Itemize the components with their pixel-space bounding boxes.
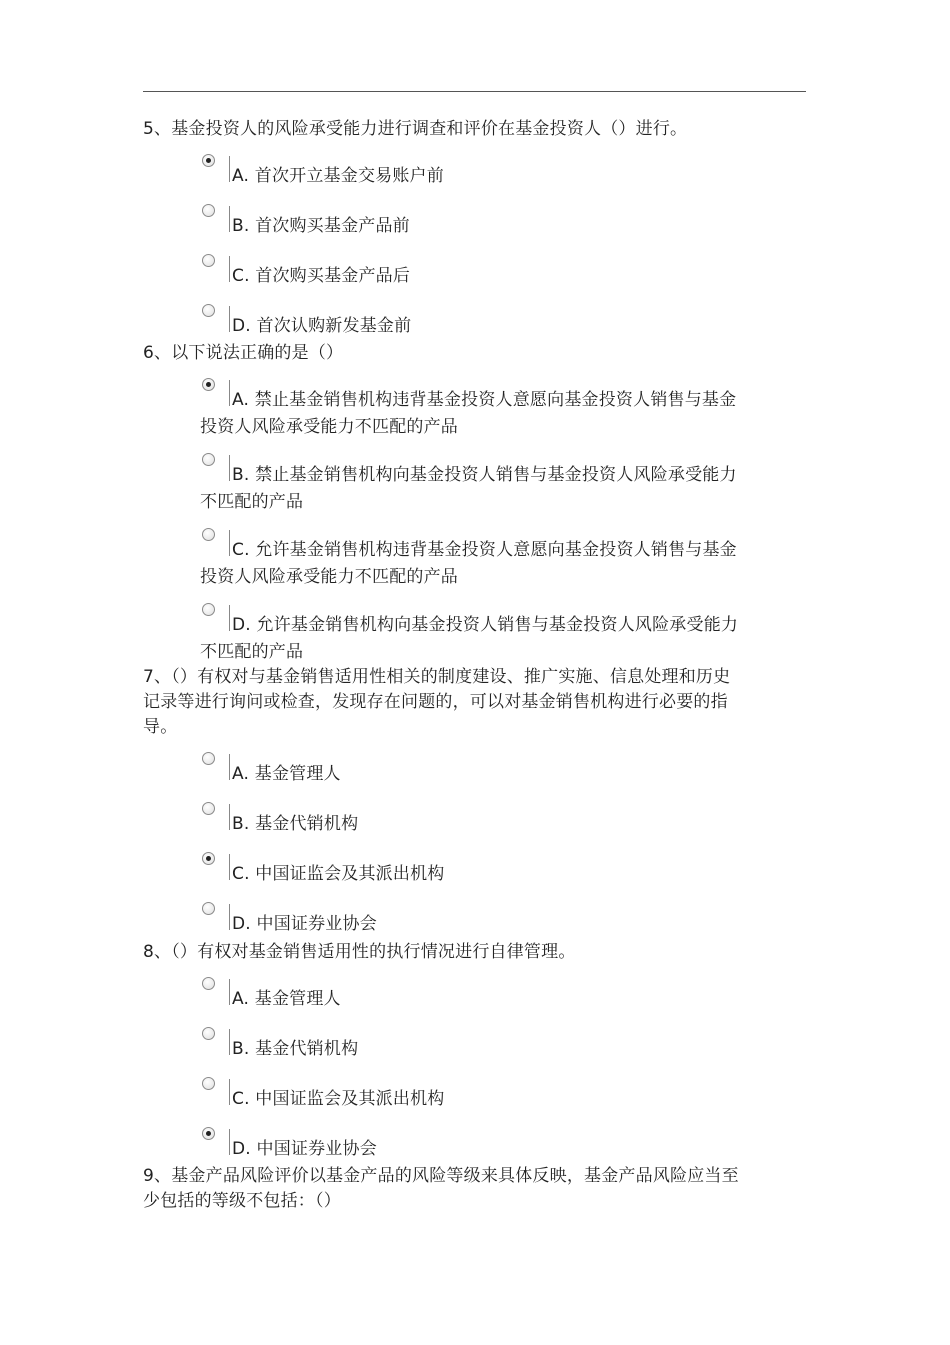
option-label: A. 基金管理人 [232, 989, 341, 1009]
radio-button[interactable] [202, 1077, 215, 1090]
question-text-line: 少包括的等级不包括：（） [143, 1191, 341, 1211]
option-divider [229, 306, 230, 332]
radio-button[interactable] [202, 204, 215, 217]
question-text-line: 记录等进行询问或检查，发现存在问题的，可以对基金销售机构进行必要的指 [143, 692, 728, 712]
radio-button[interactable] [202, 802, 215, 815]
question-text: 以下说法正确的是（） [171, 343, 344, 363]
radio-button[interactable] [202, 304, 215, 317]
question-number: 8、 [143, 942, 172, 962]
option-divider [229, 754, 230, 780]
option-label: C. 允许基金销售机构违背基金投资人意愿向基金投资人销售与基金 [232, 540, 737, 560]
option-divider [229, 904, 230, 930]
question-number: 7、 [143, 667, 172, 687]
option-divider [229, 1079, 230, 1105]
option-label: B. 禁止基金销售机构向基金投资人销售与基金投资人风险承受能力 [232, 465, 737, 485]
option-divider [229, 1029, 230, 1055]
question-8 [143, 940, 768, 965]
option-label: B. 基金代销机构 [232, 814, 359, 834]
option-label: C. 中国证监会及其派出机构 [232, 1089, 445, 1109]
radio-button-selected[interactable] [202, 852, 215, 865]
option-label: A. 基金管理人 [232, 764, 341, 784]
question-6 [143, 341, 768, 366]
option-divider [229, 804, 230, 830]
top-divider [143, 91, 806, 92]
radio-button[interactable] [202, 752, 215, 765]
question-7 [143, 665, 768, 740]
option-label: A. 禁止基金销售机构违背基金投资人意愿向基金投资人销售与基金 [232, 390, 737, 410]
question-text: （）有权对基金销售适用性的执行情况进行自律管理。 [171, 942, 576, 962]
option-label: D. 中国证券业协会 [232, 914, 377, 934]
question-number: 9、 [143, 1166, 172, 1186]
radio-button[interactable] [202, 603, 215, 616]
radio-button-selected[interactable] [202, 154, 215, 167]
option-divider [229, 380, 230, 406]
option-divider [229, 854, 230, 880]
option-divider [229, 455, 230, 481]
option-label: C. 中国证监会及其派出机构 [232, 864, 445, 884]
option-divider [229, 605, 230, 631]
radio-button[interactable] [202, 453, 215, 466]
question-5 [143, 117, 768, 142]
option-label: B. 首次购买基金产品前 [232, 216, 410, 236]
radio-button-selected[interactable] [202, 378, 215, 391]
option-label: D. 中国证券业协会 [232, 1139, 377, 1159]
option-divider [229, 156, 230, 182]
radio-button[interactable] [202, 528, 215, 541]
radio-button[interactable] [202, 977, 215, 990]
question-text-line: 导。 [143, 717, 178, 737]
option-label: B. 基金代销机构 [232, 1039, 359, 1059]
option-label: A. 首次开立基金交易账户前 [232, 166, 444, 186]
radio-button-selected[interactable] [202, 1127, 215, 1140]
question-text-line: （）有权对与基金销售适用性相关的制度建设、推广实施、信息处理和历史 [171, 667, 731, 687]
option-label: D. 首次认购新发基金前 [232, 316, 412, 336]
option-label-continued: 投资人风险承受能力不匹配的产品 [200, 567, 458, 587]
option-label-continued: 不匹配的产品 [200, 492, 304, 512]
option-divider [229, 1129, 230, 1155]
option-divider [229, 256, 230, 282]
radio-button[interactable] [202, 1027, 215, 1040]
question-number: 6、 [143, 343, 172, 363]
radio-button[interactable] [202, 902, 215, 915]
option-label-continued: 投资人风险承受能力不匹配的产品 [200, 417, 458, 437]
option-divider [229, 979, 230, 1005]
option-label: D. 允许基金销售机构向基金投资人销售与基金投资人风险承受能力 [232, 615, 739, 635]
question-9 [143, 1164, 768, 1214]
question-text: 基金投资人的风险承受能力进行调查和评价在基金投资人（）进行。 [171, 119, 688, 139]
option-label: C. 首次购买基金产品后 [232, 266, 411, 286]
option-divider [229, 206, 230, 232]
question-text-line: 基金产品风险评价以基金产品的风险等级来具体反映，基金产品风险应当至 [171, 1166, 739, 1186]
option-divider [229, 530, 230, 556]
radio-button[interactable] [202, 254, 215, 267]
question-number: 5、 [143, 119, 172, 139]
option-label-continued: 不匹配的产品 [200, 642, 304, 662]
